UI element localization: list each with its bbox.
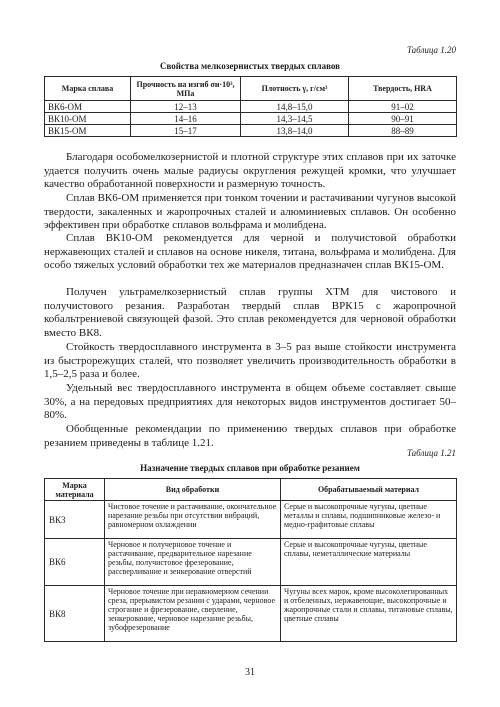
usage-table — [44, 478, 457, 642]
table-cell: ВК3 — [45, 501, 105, 539]
table-cell: Черновое точение при неравномерном сечении среза, прерывистом резании с ударами, черновое строгание и фрезерование, сверление, зенкерование, черновое нарезание резьбы, зубофрезерование — [105, 586, 281, 642]
table-cell: ВК6 — [45, 539, 105, 586]
body-paragraph: Сплав ВК6-ОМ применяется при тонком точении и растачивании чугунов высокой твердости, закаленных и жаропрочных сталей и алюминиевых сплавов. Он особенно эффективен при обработке сплавов вольфрама и молибдена. — [44, 192, 456, 231]
table-row — [45, 113, 457, 125]
table-header-row — [45, 479, 457, 501]
page-number: 31 — [245, 667, 255, 678]
body-paragraph: Удельный вес твердосплавного инструмента в общем объеме составляет свыше 30%, а на передовых предприятиях для некоторых видов инструментов достигает 50–80%. — [44, 382, 456, 421]
table-cell: ВК8 — [45, 586, 105, 642]
table-title: Свойства мелкозернистых твердых сплавов — [159, 61, 341, 71]
table-cell: 13,8–14,0 — [241, 125, 349, 137]
table-cell: 14,8–15,0 — [241, 101, 349, 113]
table-cell: Серые и высокопрочные чугуны, цветные сплавы, неметаллические материалы — [281, 539, 457, 586]
table-cell: 15–17 — [131, 125, 241, 137]
table-row — [45, 101, 457, 113]
table-cell: 14–16 — [131, 113, 241, 125]
column-header: Прочность на изгиб σи·10³, МПа — [131, 77, 241, 101]
table-cell: ВК15-ОМ — [45, 125, 131, 137]
table-cell: 12–13 — [131, 101, 241, 113]
table-row — [45, 125, 457, 137]
body-paragraph: Стойкость твердосплавного инструмента в 3–5 раз выше стойкости инструмента из быстрорежущих сталей, что позволяет увеличить производительность обработки в 1,5–2,5 раза и более. — [44, 341, 456, 380]
table-caption: Таблица 1.20 — [406, 45, 456, 55]
table-title: Назначение твердых сплавов при обработке резанием — [140, 463, 360, 473]
table-cell: 14,3–14,5 — [241, 113, 349, 125]
column-header: Твердость, HRA — [349, 77, 457, 101]
table-cell: ВК6-ОМ — [45, 101, 131, 113]
body-paragraph: Получен ультрамелкозернистый сплав группы ХТМ для чистового и получистового резания. Разработан твердый сплав ВРК15 с жаропрочной кобальтрениевой связующей фазой. Это сплав рекомендуется для черновой обработки вместо ВК8. — [44, 286, 456, 339]
table-cell: Чистовое точение и растачивание, окончательное нарезание резьбы при отсутствии вибраций, равномерном охлаждении — [105, 501, 281, 539]
table-cell: Чугуны всех марок, кроме высоколегированных и отбеленных, нержавеющие, высокопрочные и жаропрочные стали и сплавы, титановые сплавы, цветные сплавы — [281, 586, 457, 642]
table-row — [45, 586, 457, 642]
table-cell: Серые и высокопрочные чугуны, цветные металлы и сплавы, подшипниковые железо- и медно-графитовые сплавы — [281, 501, 457, 539]
table-cell: ВК10-ОМ — [45, 113, 131, 125]
column-header: Обрабатываемый материал — [281, 479, 457, 501]
table-cell: 91–02 — [349, 101, 457, 113]
column-header: Марка материала — [45, 479, 105, 501]
table-row — [45, 501, 457, 539]
body-paragraph: Сплав ВК10-ОМ рекомендуется для черной и получистовой обработки нержавеющих сталей и сплавов на основе никеля, титана, вольфрама и молибдена. Для особо тяжелых условий обработки тех же материалов предназначен сплав ВК15-ОМ. — [44, 232, 456, 271]
table-row — [45, 539, 457, 586]
column-header: Плотность γ, г/см³ — [241, 77, 349, 101]
column-header: Марка сплава — [45, 77, 131, 101]
table-header-row — [45, 77, 457, 101]
body-paragraph: Благодаря особомелкозернистой и плотной структуре этих сплавов при их заточке удается получить очень малые радиусы округления режущей кромки, что улучшает качество обработанной поверхности и размерную точность. — [44, 151, 456, 190]
table-cell: 90–91 — [349, 113, 457, 125]
body-paragraph: Обобщенные рекомендации по применению твердых сплавов при обработке резанием приведены в таблице 1.21. — [44, 423, 456, 449]
table-cell: 88–89 — [349, 125, 457, 137]
properties-table — [44, 76, 457, 137]
column-header: Вид обработки — [105, 479, 281, 501]
table-caption: Таблица 1.21 — [406, 448, 456, 458]
table-cell: Черновое и получерновое точение и растачивание, предварительное нарезание резьбы, получистовое фрезерование, рассверливание и зенкерование отверстий — [105, 539, 281, 586]
